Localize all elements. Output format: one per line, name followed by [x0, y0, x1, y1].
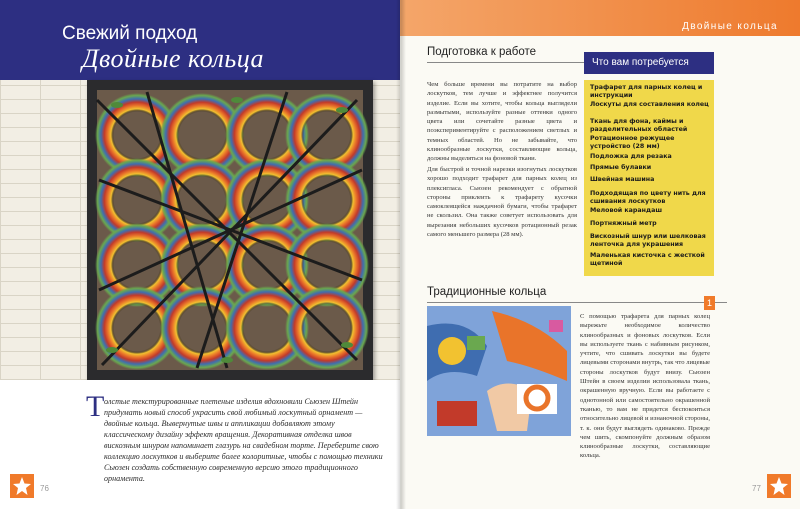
star-logo-icon: [10, 474, 34, 498]
traditional-paragraph: С помощью трафарета для парных колец вырежьте необходимое количество клинообразных и фоновых лоскутков. Если вы используете ткань с набивным рисунком, учтите, что сшивать лоскутки вы будете лицевыми сторонами внутрь, так что лицевые стороны лоскутков будут внизу. Сьюзен Штейн в своем изделии использовала ткань, окрашенную вручную. Если вы работаете с однотонной или самостоятельно окрашенной тканью, то вам не придется беспокоиться относительно лицевой и изнаночной стороны, т. к. они будут выглядеть одинаково. Прежде чем шить, скомпонуйте должным образом клинообразные лоскутки, составляющие кольца.: [580, 313, 710, 460]
needs-title: Что вам потребуется: [584, 52, 714, 74]
book-gutter: [396, 0, 406, 509]
quilt-image: [87, 80, 373, 380]
page-number-left: 76: [40, 484, 49, 493]
rings-photo: [427, 306, 571, 436]
needs-item: Подходящая по цвету нить для сшивания лоскутков: [590, 190, 706, 205]
prep-paragraph-1: Чем больше времени вы потратите на выбор лоскутков, тем лучше и эффектнее получится изделие. Если вы хотите, чтобы кольца выглядели размытыми, используйте разные оттенки одного цвета или сочетайте разные цвета и поэкспериментируйте с расположением светлых и темных областей. Но не забывайте, что клинообразные лоскутки, составляющие кольца, должны выделяться на фоновой ткани.: [427, 81, 577, 163]
needs-item: Вискозный шнур или шелковая ленточка для украшения: [590, 233, 706, 248]
title-line-1: Свежий подход: [62, 23, 198, 44]
page-number-right: 77: [752, 484, 761, 493]
needs-item: Трафарет для парных колец и инструкции: [590, 84, 703, 99]
needs-item: Меловой карандаш: [590, 207, 663, 214]
rings-image: [427, 306, 571, 436]
needs-item: Маленькая кисточка с жесткой щетиной: [590, 252, 705, 267]
intro-paragraph: олстые текстурированные плетеные изделия вдохновили Сьюзен Штейн придумать новый способ украсить свой любимый лоскутный орнамент — двойные кольца. Вывернутые швы и аппликации добавляют этому классическому дизайну эффект вращения. Декоративная отделка швов вискозным шнуром напоминает глазурь на свадебном торте. Переберите свою коллекцию лоскутков и выберите более колоритные, чтобы с помощью техники Сьюзен создать собственную современную версию этого традиционного орнамента.: [104, 397, 383, 483]
needs-item: Ротационное режущее устройство (28 мм): [590, 135, 675, 150]
needs-item: Подложка для резака: [590, 153, 672, 160]
quilt-photo: [87, 80, 373, 380]
step-number: 1: [704, 296, 715, 310]
needs-item: Швейная машина: [590, 176, 655, 183]
star-logo-icon: [767, 474, 791, 498]
heading-traditional: Традиционные кольца: [427, 286, 547, 298]
needs-item: Лоскуты для составления колец: [590, 101, 709, 108]
needs-item: Ткань для фона, каймы и разделительных областей: [590, 118, 688, 133]
heading-preparation: Подготовка к работе: [427, 46, 537, 58]
heading-rule: [427, 62, 595, 63]
needs-item: Портняжный метр: [590, 220, 657, 227]
right-page: [400, 0, 800, 509]
section-title: Двойные кольца: [682, 21, 778, 32]
needs-item: Прямые булавки: [590, 164, 652, 171]
title-line-2: Двойные кольца: [82, 44, 265, 73]
prep-paragraph-2: Для быстрой и точной нарезки изогнутых лоскутков хорошо подходит трафарет для парных колец из плексигласа. Сьюзен рекомендует с обратной стороны приклеить к трафарету кусочки самоклеящейся наждачной бумаги, чтобы трафарет не скользил. Она также советует использовать для вырезания небольших кусочков ротационный резак самого меньшего размера (28 мм).: [427, 166, 577, 239]
needs-list: [584, 80, 714, 276]
drop-cap: Т: [86, 390, 105, 423]
heading-rule: [427, 302, 727, 303]
